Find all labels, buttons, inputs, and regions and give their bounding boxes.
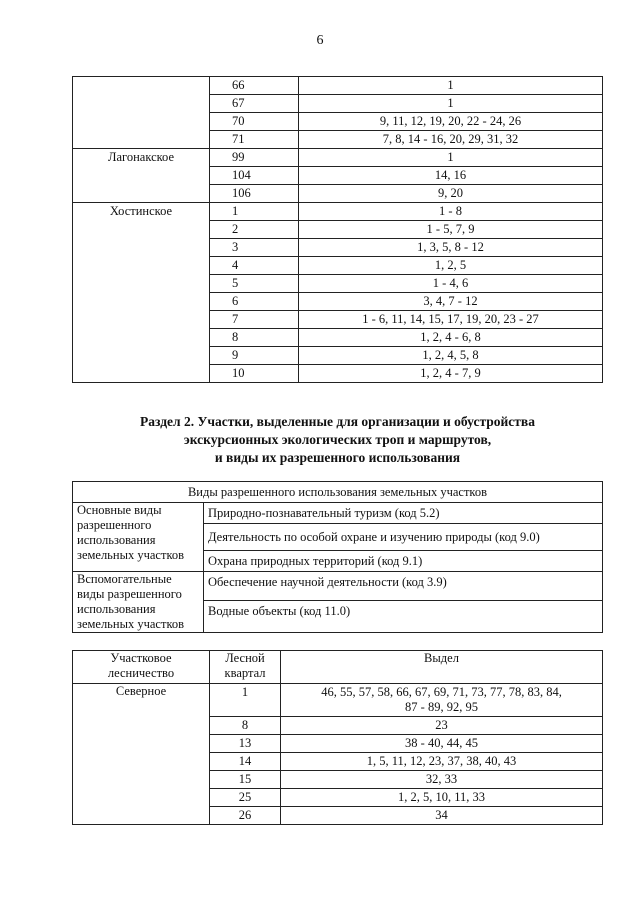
plots-cell: 1, 3, 5, 8 - 12	[299, 239, 603, 257]
plots-cell: 32, 33	[281, 771, 603, 789]
forestry-cell: Северное	[73, 684, 210, 825]
plots-cell: 38 - 40, 44, 45	[281, 735, 603, 753]
table-row	[73, 77, 603, 95]
quarter-cell: 71	[210, 131, 299, 149]
label-line: виды разрешенного	[77, 587, 182, 601]
main-use-item: Деятельность по особой охране и изучению природы (код 9.0)	[204, 524, 603, 551]
table-row	[73, 684, 603, 717]
table-header-row	[73, 482, 603, 503]
label-line: земельных участков	[77, 548, 185, 562]
main-use-item: Охрана природных территорий (код 9.1)	[204, 551, 603, 572]
quarter-cell: 4	[210, 257, 299, 275]
quarter-cell: 3	[210, 239, 299, 257]
quarter-cell: 1	[210, 684, 281, 717]
quarter-cell: 104	[210, 167, 299, 185]
plots-cell: 1 - 5, 7, 9	[299, 221, 603, 239]
forestry-cell: Хостинское	[73, 203, 210, 383]
plots-cell: 3, 4, 7 - 12	[299, 293, 603, 311]
excursion-plots-table	[72, 650, 603, 825]
table-row	[73, 503, 603, 524]
plots-line: 87 - 89, 92, 95	[405, 700, 478, 714]
quarter-cell: 106	[210, 185, 299, 203]
plots-cell: 1	[299, 95, 603, 113]
table-row	[73, 572, 603, 601]
plots-cell: 7, 8, 14 - 16, 20, 29, 31, 32	[299, 131, 603, 149]
quarter-cell: 6	[210, 293, 299, 311]
label-line: использования	[77, 602, 156, 616]
plots-cell: 1 - 4, 6	[299, 275, 603, 293]
plots-cell: 9, 11, 12, 19, 20, 22 - 24, 26	[299, 113, 603, 131]
label-line: использования	[77, 533, 156, 547]
quarter-cell: 2	[210, 221, 299, 239]
quarter-cell: 5	[210, 275, 299, 293]
plots-cell: 23	[281, 717, 603, 735]
permitted-use-header: Виды разрешенного использования земельных участков	[73, 482, 603, 503]
quarter-cell: 66	[210, 77, 299, 95]
plots-cell: 1 - 8	[299, 203, 603, 221]
quarter-cell: 67	[210, 95, 299, 113]
header-line: Участковое	[110, 651, 172, 665]
quarter-cell: 9	[210, 347, 299, 365]
header-line: Лесной	[225, 651, 265, 665]
plots-cell: 1 - 6, 11, 14, 15, 17, 19, 20, 23 - 27	[299, 311, 603, 329]
plots-cell: 1, 2, 5	[299, 257, 603, 275]
aux-uses-label	[73, 572, 204, 633]
header-line: квартал	[224, 666, 266, 680]
plots-cell: 1, 5, 11, 12, 23, 37, 38, 40, 43	[281, 753, 603, 771]
quarter-cell: 1	[210, 203, 299, 221]
plots-cell	[281, 684, 603, 717]
plots-cell: 1, 2, 4 - 6, 8	[299, 329, 603, 347]
permitted-use-table	[72, 481, 603, 633]
quarter-cell: 13	[210, 735, 281, 753]
table-row	[73, 203, 603, 221]
quarter-cell: 26	[210, 807, 281, 825]
quarter-cell: 15	[210, 771, 281, 789]
page-number: 6	[316, 33, 324, 48]
label-line: Вспомогательные	[77, 572, 172, 586]
quarter-cell: 99	[210, 149, 299, 167]
table-header-row	[73, 651, 603, 684]
header-line: лесничество	[107, 666, 175, 680]
quarter-cell: 8	[210, 329, 299, 347]
section-title-line: Раздел 2. Участки, выделенные для организации и обустройства	[140, 414, 535, 429]
table-row	[73, 149, 603, 167]
aux-use-item: Водные объекты (код 11.0)	[204, 601, 603, 633]
main-uses-label	[73, 503, 204, 572]
label-line: разрешенного	[77, 518, 152, 532]
forestry-cell	[73, 77, 210, 149]
quarter-cell: 7	[210, 311, 299, 329]
section-title-line: экскурсионных экологических троп и маршрутов,	[183, 432, 492, 447]
plots-cell: 14, 16	[299, 167, 603, 185]
plots-cell: 9, 20	[299, 185, 603, 203]
plots-header: Выдел	[281, 651, 603, 684]
quarter-cell: 10	[210, 365, 299, 383]
continued-forest-plots-table	[72, 76, 603, 383]
main-use-item: Природно-познавательный туризм (код 5.2)	[204, 503, 603, 524]
quarter-header	[210, 651, 281, 684]
quarter-cell: 14	[210, 753, 281, 771]
forestry-cell: Лагонакское	[73, 149, 210, 203]
plots-cell: 1	[299, 77, 603, 95]
label-line: Основные виды	[77, 503, 162, 517]
aux-use-item: Обеспечение научной деятельности (код 3.9)	[204, 572, 603, 601]
plots-line: 46, 55, 57, 58, 66, 67, 69, 71, 73, 77, 78, 83, 84,	[321, 685, 562, 699]
plots-cell: 1	[299, 149, 603, 167]
plots-cell: 1, 2, 4 - 7, 9	[299, 365, 603, 383]
plots-cell: 34	[281, 807, 603, 825]
label-line: земельных участков	[77, 617, 185, 631]
quarter-cell: 25	[210, 789, 281, 807]
plots-cell: 1, 2, 4, 5, 8	[299, 347, 603, 365]
quarter-cell: 70	[210, 113, 299, 131]
plots-cell: 1, 2, 5, 10, 11, 33	[281, 789, 603, 807]
forestry-header	[73, 651, 210, 684]
quarter-cell: 8	[210, 717, 281, 735]
section-title-line: и виды их разрешенного использования	[214, 450, 461, 465]
section-2-title	[72, 413, 603, 467]
